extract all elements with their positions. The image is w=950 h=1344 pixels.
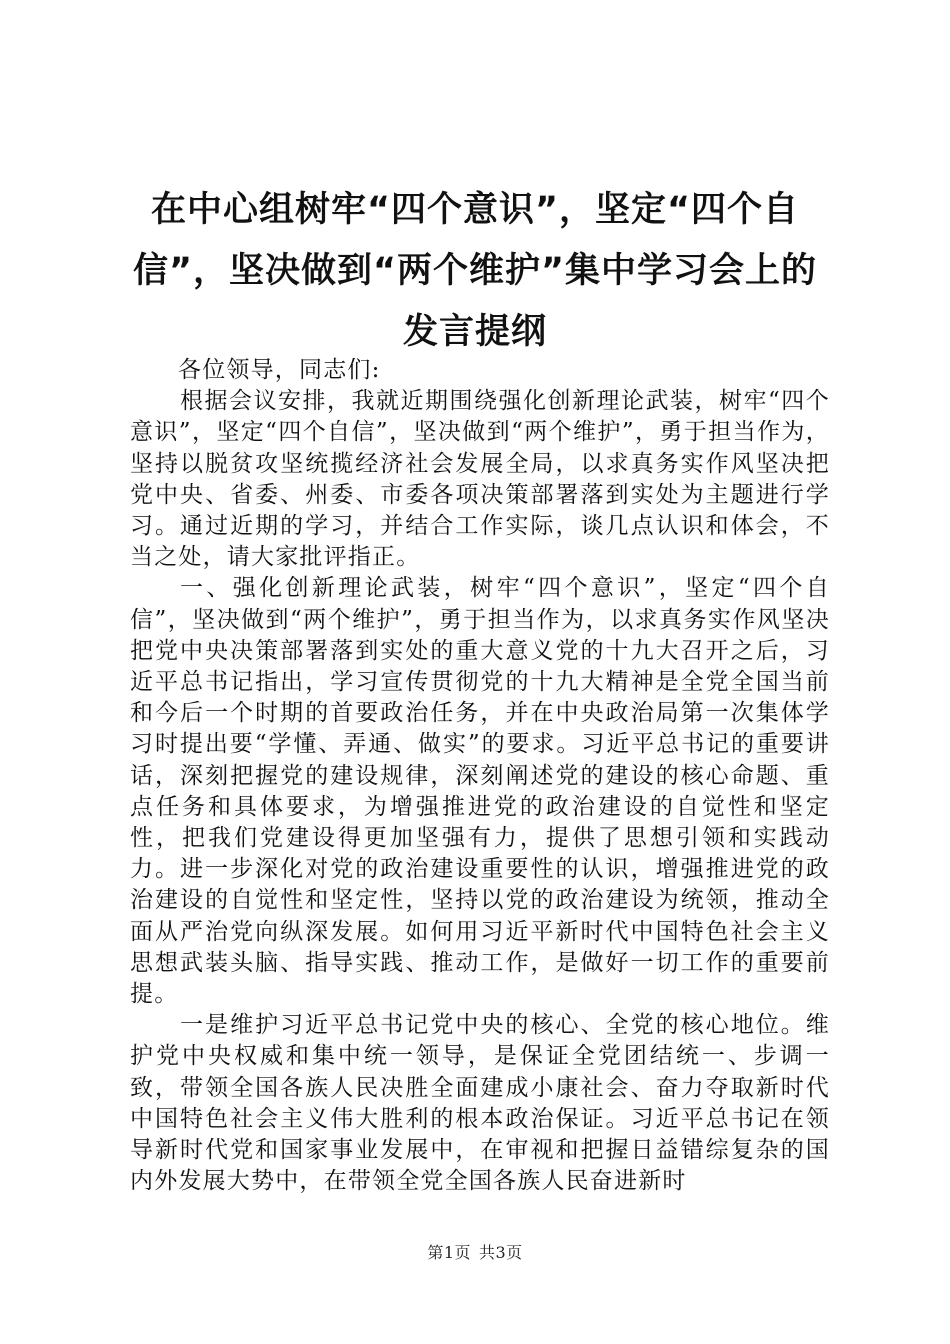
salutation: 各位领导，同志们:	[178, 357, 381, 383]
page-number: 第1页	[427, 1243, 471, 1262]
document-body	[130, 355, 830, 1197]
paragraph-section-one: 一、强化创新理论武装，树牢“四个意识”，坚定“四个自信”，坚决做到“两个维护”，勇于担当作为，以求真务实作风坚决把党中央决策部署落到实处的重大意义党的十九大召开之后，习近平总书记指出，学习宣传贯彻党的十九大精神是全党全国当前和今后一个时期的首要政治任务，并在中央政治局第一次集体学习时提出要“学懂、弄通、做实”的要求。习近平总书记的重要讲话，深刻把握党的建设规律，深刻阐述党的建设的核心命题、重点任务和具体要求，为增强推进党的政治建设的自觉性和坚定性，把我们党建设得更加坚强有力，提供了思想引领和实践动力。进一步深化对党的政治建设重要性的认识，增强推进党的政治建设的自觉性和坚定性，坚持以党的政治建设为统领，推动全面从严治党向纵深发展。如何用习近平新时代中国特色社会主义思想武装头脑、指导实践、推动工作，是做好一切工作的重要前提。	[130, 575, 830, 1008]
paragraph-intro: 根据会议安排，我就近期围绕强化创新理论武装，树牢“四个意识”，坚定“四个自信”，坚决做到“两个维护”，勇于担当作为，坚持以脱贫攻坚统揽经济社会发展全局，以求真务实作风坚决把党中央、省委、州委、市委各项决策部署落到实处为主题进行学习。通过近期的学习，并结合工作实际，谈几点认识和体会，不当之处，请大家批评指正。	[130, 388, 830, 571]
page-total: 共3页	[479, 1243, 523, 1262]
page-footer	[0, 1240, 950, 1263]
document-title: 在中心组树牢“四个意识”，坚定“四个自信”，坚决做到“两个维护”集中学习会上的发言提纲	[132, 190, 817, 352]
paragraph-point-one: 一是维护习近平总书记党中央的核心、全党的核心地位。维护党中央权威和集中统一领导，是保证全党团结统一、步调一致，带领全国各族人民决胜全面建成小康社会、奋力夺取新时代中国特色社会主义伟大胜利的根本政治保证。习近平总书记在领导新时代党和国家事业发展中，在审视和把握日益错综复杂的国内外发展大势中，在带领全党全国各族人民奋进新时	[130, 1012, 830, 1195]
